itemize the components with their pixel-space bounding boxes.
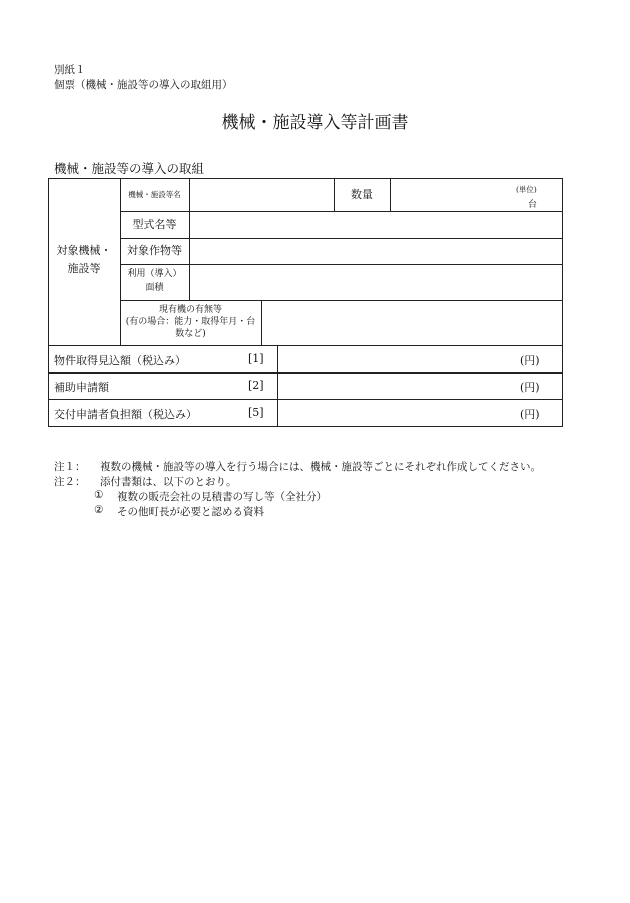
unit-value: 台 [528,200,538,210]
target-machine-label: 対象機械・ [56,243,112,257]
machine-name-field[interactable] [190,179,334,211]
machine-name-label: 機械・施設等名 [128,190,181,200]
note-1-head: 注１： [54,461,86,473]
existing-machine-field[interactable] [262,301,562,345]
subsidy-amount-field[interactable] [278,374,518,399]
note-2-text: 添付書類は、以下のとおり。 [100,476,237,488]
page-title: 機械・施設導入等計画書 [221,113,409,133]
applicant-burden-code: [5] [248,406,264,419]
subsidy-amount-code: [2] [248,379,264,392]
note-2-head: 注２： [54,476,86,488]
section-title: 機械・施設等の導入の取組 [54,161,205,176]
acquisition-amount-label: 物件取得見込額（税込み） [54,354,186,367]
applicant-burden-field[interactable] [278,400,518,426]
subsidy-amount-label: 補助申請額 [54,381,109,394]
model-name-label: 型式名等 [132,217,177,231]
acquisition-amount-unit: (円) [520,354,540,367]
target-facility-label: 施設等 [67,261,101,275]
acquisition-amount-code: [1] [248,352,264,365]
attachment-item-2-mark: ② [94,504,104,516]
existing-machine-note-2: 数など) [175,329,206,340]
attachment-item-2: その他町長が必要と認める資料 [117,506,264,518]
applicant-burden-unit: (円) [520,408,540,421]
applicant-burden-label: 交付申請者負担額（税込み） [54,408,197,421]
note-1-text: 複数の機械・施設等の導入を行う場合には、機械・施設等ごとにそれぞれ作成してください。 [100,461,541,473]
model-name-field[interactable] [190,212,562,238]
form-name: 個票（機械・施設等の導入の取組用） [54,79,233,91]
usage-area-label: 利用（導入） [127,268,182,279]
existing-machine-note: (有の場合：能力・取得年月・台 [125,317,256,328]
attachment-number: 別紙１ [54,64,86,76]
usage-area-field[interactable] [190,265,562,300]
subsidy-amount-unit: (円) [520,381,540,394]
attachment-item-1: 複数の販売会社の見積書の写し等（全社分） [117,491,327,503]
existing-machine-label: 現有機の有無等 [158,305,222,316]
usage-area-label-2: 面積 [145,282,164,293]
acquisition-amount-field[interactable] [278,346,518,372]
unit-label: (単位) [516,185,537,194]
target-crop-label: 対象作物等 [127,244,182,258]
attachment-item-1-mark: ① [94,489,104,501]
quantity-label: 数量 [351,187,373,201]
target-crop-field[interactable] [190,239,562,264]
